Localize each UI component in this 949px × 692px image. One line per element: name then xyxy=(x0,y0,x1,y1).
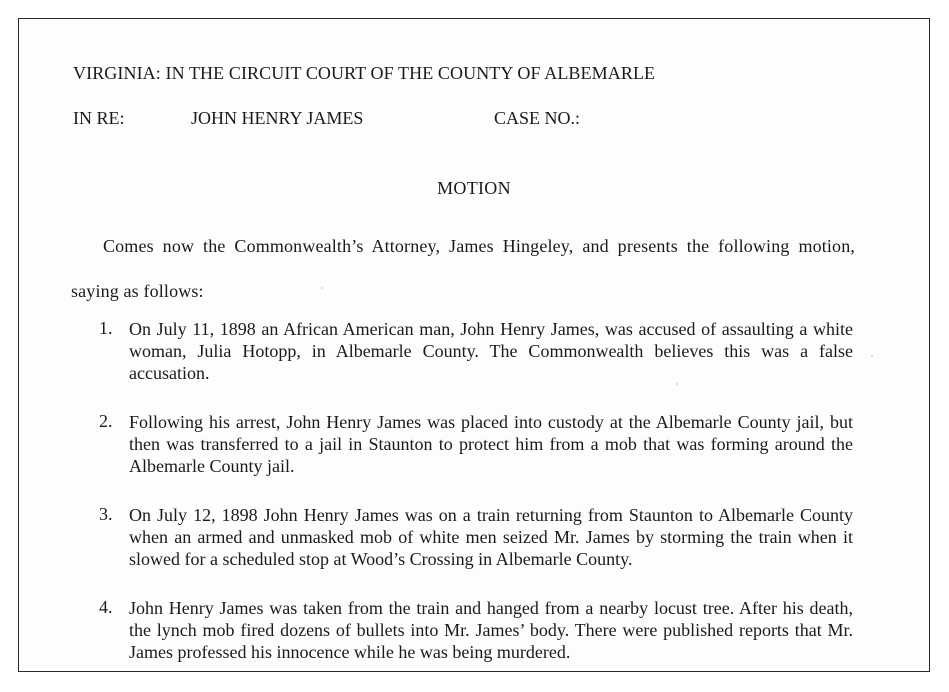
motion-document xyxy=(19,19,929,671)
defendant-name: JOHN HENRY JAMES xyxy=(191,108,364,128)
court-caption: VIRGINIA: IN THE CIRCUIT COURT OF THE COUNTY OF ALBEMARLE xyxy=(73,63,656,83)
list-item-number: 1. xyxy=(99,318,113,338)
list-item-number: 4. xyxy=(99,597,113,617)
document-title: MOTION xyxy=(437,178,511,198)
intro-paragraph: Comes now the Commonwealth’s Attorney, James Hingeley, and presents the following motion, saying as follows: xyxy=(71,236,855,301)
scan-speck xyxy=(871,355,873,357)
scan-speck xyxy=(321,287,323,289)
list-item-number: 2. xyxy=(99,411,113,431)
scan-speck xyxy=(676,383,678,385)
in-re-label: IN RE: xyxy=(73,108,125,128)
list-item-text: On July 11, 1898 an African American man, John Henry James, was accused of assaulting a white woman, Julia Hotopp, in Albemarle County. The Commonwealth believes this was a false accusation. xyxy=(129,319,853,383)
list-item-text: On July 12, 1898 John Henry James was on a train returning from Staunton to Albemarle County when an armed and unmasked mob of white men seized Mr. James by storming the train when it slowed for a scheduled stop at Wood’s Crossing in Albemarle County. xyxy=(129,505,853,569)
case-number-label: CASE NO.: xyxy=(494,108,581,128)
list-item-number: 3. xyxy=(99,504,113,524)
list-item-text: John Henry James was taken from the train and hanged from a nearby locust tree. After his death, the lynch mob fired dozens of bullets into Mr. James’ body. There were published reports that Mr. James professed his innocence while he was being murdered. xyxy=(129,598,853,662)
list-item-text: Following his arrest, John Henry James was placed into custody at the Albemarle County jail, but then was transferred to a jail in Staunton to protect him from a mob that was forming around the Albemarle County jail. xyxy=(129,412,853,476)
document-page xyxy=(18,18,930,672)
